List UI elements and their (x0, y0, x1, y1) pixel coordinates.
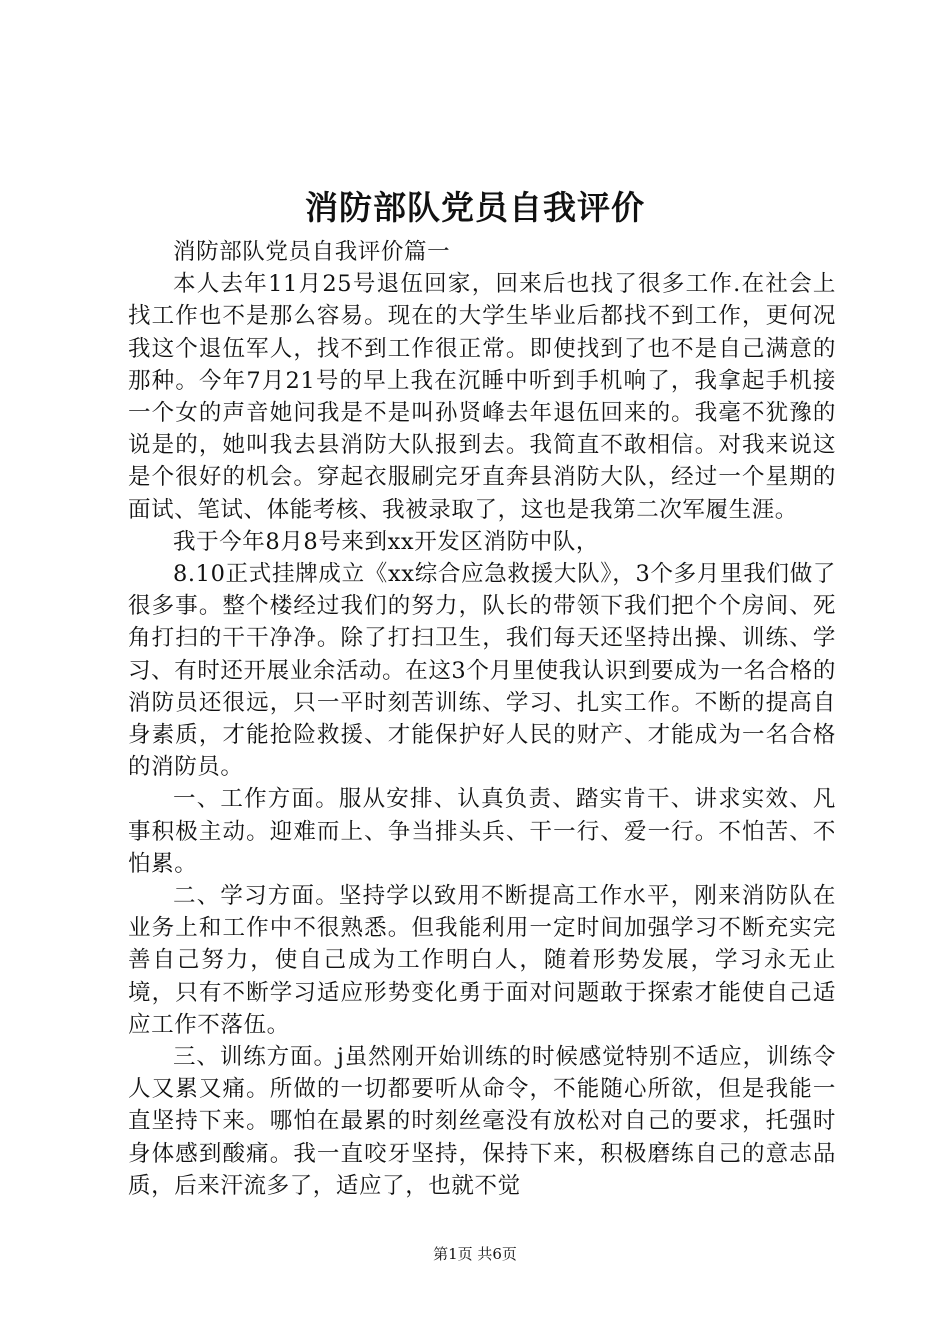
document-body (128, 236, 836, 1202)
paragraph-arrival: 我于今年8月8号来到xx开发区消防中队， (173, 528, 600, 555)
paragraph-training: 三、训练方面。j虽然刚开始训练的时候感觉特别不适应，训练令人又累又痛。所做的一切都要听从命令，不能随心所欲，但是我能一直坚持下来。哪怕在最累的时刻丝毫没有放松对自己的要求，托强时身体感到酸痛。我一直咬牙坚持，保持下来，积极磨练自己的意志品质，后来汗流多了，适应了，也就不觉 (128, 1044, 836, 1199)
paragraph-work: 一、工作方面。服从安排、认真负责、踏实肯干、讲求实效、凡事积极主动。迎难而上、争当排头兵、干一行、爱一行。不怕苦、不怕累。 (128, 786, 836, 877)
paragraph-team: 8.10正式挂牌成立《xx综合应急救援大队》，3个多月里我们做了很多事。整个楼经过我们的努力，队长的带领下我们把个个房间、死角打扫的干干净净。除了打扫卫生，我们每天还坚持出操、训练、学习、有时还开展业余活动。在这3个月里使我认识到要成为一名合格的消防员还很远，只一平时刻苦训练、学习、扎实工作。不断的提高自身素质，才能抢险救援、才能保护好人民的财产、才能成为一名合格的消防员。 (128, 561, 836, 781)
document-title: 消防部队党员自我评价 (305, 188, 645, 227)
page-number-footer: 第1页 共6页 (433, 1245, 517, 1263)
paragraph-intro: 本人去年11月25号退伍回家，回来后也找了很多工作.在社会上找工作也不是那么容易。现在的大学生毕业后都找不到工作，更何况我这个退伍军人，找不到工作很正常。即使找到了也不是自己满意的那种。今年7月21号的早上我在沉睡中听到手机响了，我拿起手机接一个女的声音她问我是不是叫孙贤峰去年退伍回来的。我毫不犹豫的说是的，她叫我去县消防大队报到去。我简直不敢相信。对我来说这是个很好的机会。穿起衣服刷完牙直奔县消防大队，经过一个星期的面试、笔试、体能考核、我被录取了，这也是我第二次军履生涯。 (128, 271, 836, 523)
section-heading: 消防部队党员自我评价篇一 (173, 239, 451, 265)
paragraph-study: 二、学习方面。坚持学以致用不断提高工作水平，刚来消防队在业务上和工作中不很熟悉。但我能利用一定时间加强学习不断充实完善自己努力，使自己成为工作明白人，随着形势发展，学习永无止境，只有不断学习适应形势变化勇于面对问题敢于探索才能使自己适应工作不落伍。 (128, 883, 836, 1038)
